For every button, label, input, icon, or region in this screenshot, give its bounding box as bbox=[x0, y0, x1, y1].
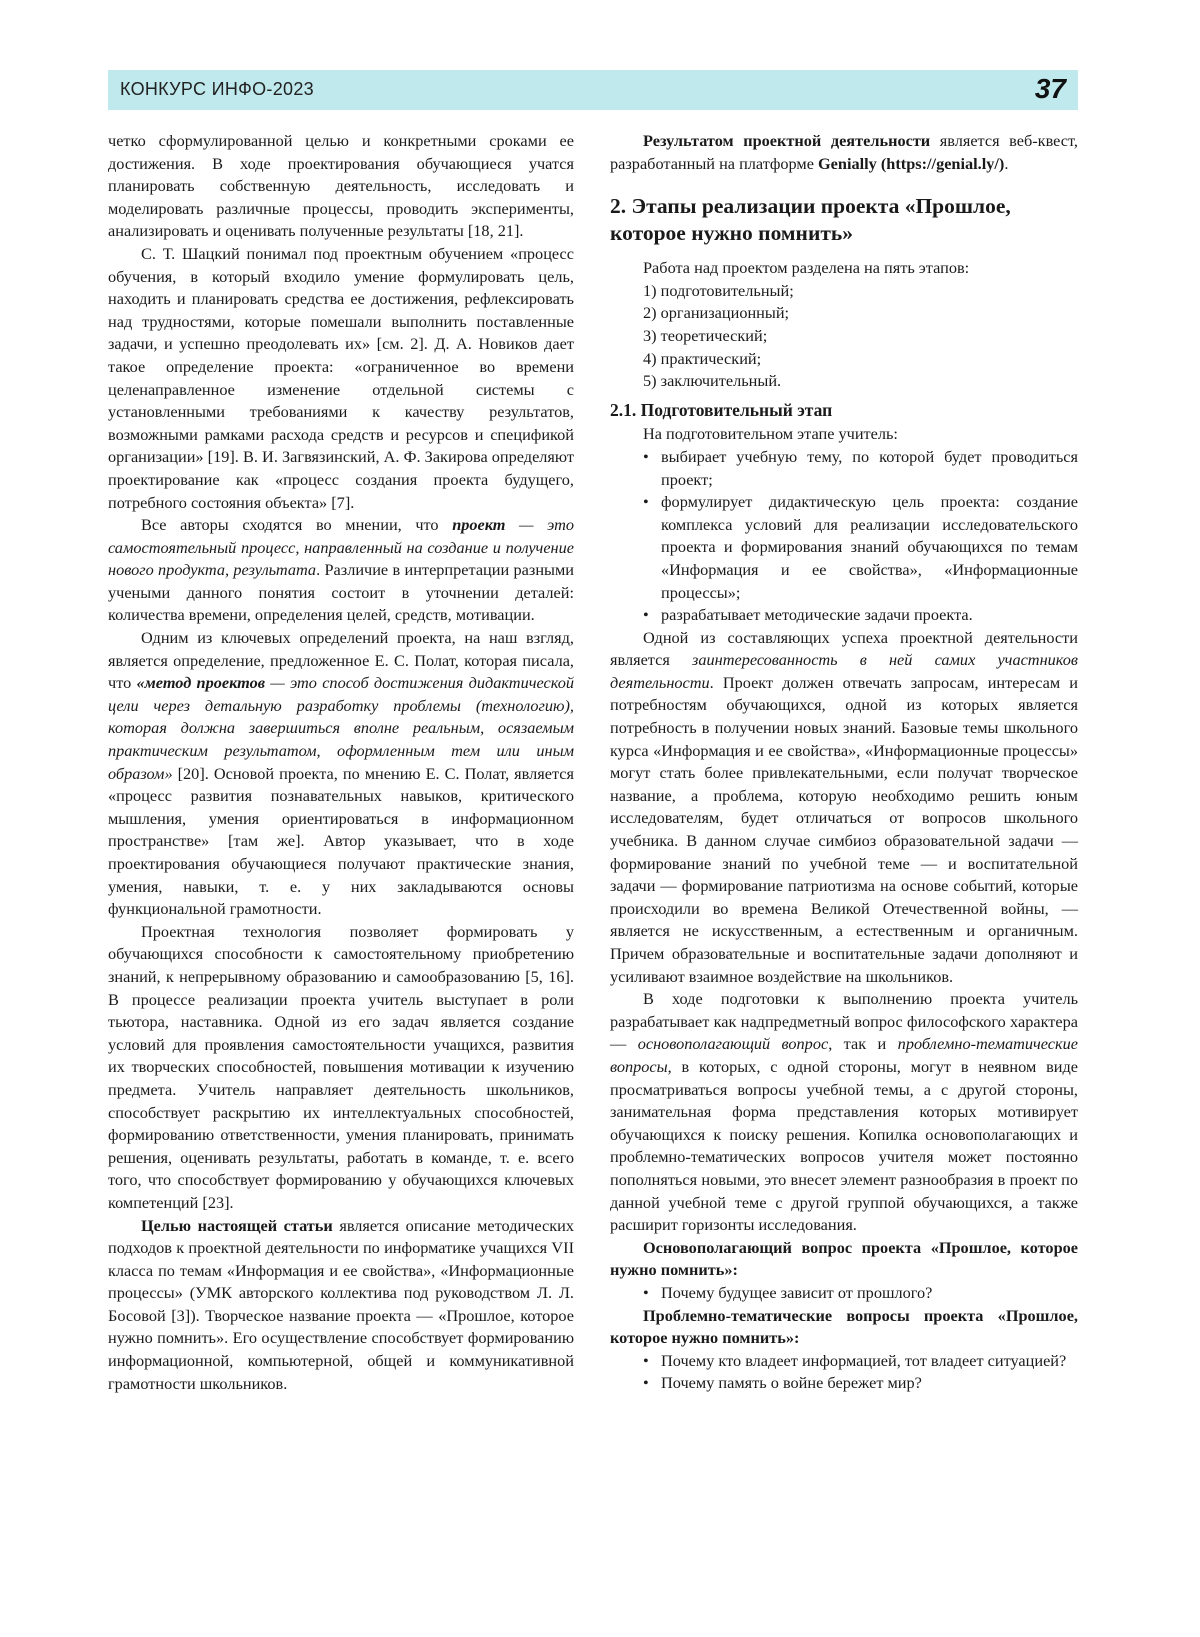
text-run: Все авторы сходятся во мнении, что bbox=[141, 515, 453, 535]
bold-term: Целью настоящей статьи bbox=[141, 1215, 333, 1235]
bold-term: Genially (https://genial.ly/) bbox=[818, 153, 1005, 173]
bold-heading-line: Проблемно-тематические вопросы проекта «Прошлое, которое нужно помнить»: bbox=[610, 1305, 1078, 1348]
running-header bbox=[108, 70, 1078, 110]
list-item: 4) практический; bbox=[643, 348, 762, 368]
list-item: • Почему память о войне бережет мир? bbox=[610, 1372, 1078, 1395]
text-run: В ходе подготовки к выполнению проекта учитель разрабатывает как надпредметный вопрос философского характера — bbox=[610, 989, 1078, 1054]
paragraph: С. Т. Шацкий понимал под проектным обучением «процесс обучения, в который входило умение формулировать цель, находить и планировать средства ее достижения, рефлексировать над трудностями, которые помешали выполнить поставленные задачи, и успешно преодолевать их» [см. 2]. Д. А. Новиков дает такое определение проекта: «ограниченное во времени целенаправленное изменение отдельной системы с установленными требованиями к качеству результатов, возможными рамками расхода средств и ресурсов и спецификой организации» [19]. В. И. Загвязинский, А. Ф. Закирова определяют проектирование как «процесс создания проекта будущего, потребного состояния объекта» [7]. bbox=[108, 243, 574, 512]
list-item: 2) организационный; bbox=[643, 303, 790, 323]
page-number: 37 bbox=[1034, 73, 1066, 104]
list-item: 1) подготовительный; bbox=[643, 280, 794, 300]
paragraph bbox=[108, 1215, 574, 1396]
paragraph: На подготовительном этапе учитель: bbox=[643, 424, 898, 444]
text-run: . Различие в интерпретации разными учеными данного понятия состоит в уточнении деталей: количества времени, определения целей, средств, мотивации. bbox=[108, 560, 574, 625]
bold-italic-term: «метод проектов bbox=[136, 673, 266, 693]
journal-title: КОНКУРС ИНФО-2023 bbox=[120, 79, 314, 99]
list-item: 5) заключительный. bbox=[643, 371, 782, 391]
list-item: 3) теоретический; bbox=[643, 325, 768, 345]
text-run: , в которых, с одной стороны, могут в неявном виде просматриваться вопросы учебной темы, а с другой стороны, занимательная форма представления которых мотивирует обучающихся к поиску решения. Копилка основополагающих и проблемно-тематических вопросов учителя может постоянно пополняться новыми, это внесет элемент разнообразия в проект по данной учебной теме с другой группой обучающихся, а также расширит горизонты исследования. bbox=[610, 1056, 1078, 1235]
problem-questions-list bbox=[610, 1350, 1078, 1395]
paragraph bbox=[610, 1305, 1078, 1350]
right-column bbox=[610, 130, 1078, 1395]
list-item: • формулирует дидактическую цель проекта: создание комплекса условий для реализации исследовательского проекта и формирования знаний обучающихся по темам «Информация и ее свойства», «Информационные процессы»; bbox=[610, 491, 1078, 604]
bold-term: Результатом проектной деятельности bbox=[643, 131, 931, 150]
italic-text: — это самостоятельный процесс, направленный на создание и получение нового продукта, результата bbox=[108, 515, 575, 580]
list-item: • Почему кто владеет информацией, тот владеет ситуацией? bbox=[610, 1350, 1078, 1373]
section-heading: 2. Этапы реализации проекта «Прошлое, которое нужно помнить» bbox=[610, 194, 1011, 246]
text-run: . Проект должен отвечать запросам, интересам и потребностям обучающихся, одной из которых является потребность в получении новых знаний. Базовые темы школьного курса «Информация и ее свойства», «Информационные процессы» могут стать более привлекательными, если получат творческое название, а проблема, которую необходимо решить юным исследователям, будет отличаться от вопросов школьного учебника. В данном случае симбиоз образовательной задачи — формирование знаний по учебной теме — и воспитательной задачи — формирование патриотизма на основе событий, которые происходили во времена Великой Отечественной войны, — является не искусственным, а естественным и органичным. Причем образовательные и воспитательные задачи дополняют и усиливают взаимное воздействие на школьников. bbox=[610, 672, 1078, 986]
text-run: является веб-квест, разработанный на платформе bbox=[610, 131, 1078, 173]
paragraph bbox=[610, 1237, 1078, 1282]
text-run: [20]. Основой проекта, по мнению Е. С. Полат, является «процесс развития познавательных навыков, критического мышления, умения ориентироваться в информационном пространстве» [там же]. Автор указывает, что в ходе проектирования обучающиеся получают практические знания, умения, навыки, т. е. у них закладываются основы функциональной грамотности. bbox=[108, 763, 574, 919]
paragraph bbox=[610, 988, 1078, 1237]
list-item: • разрабатывает методические задачи проекта. bbox=[610, 604, 1078, 627]
left-column bbox=[108, 130, 574, 1395]
text-run: является описание методических подходов к проектной деятельности по информатике учащихся VII класса по темам «Информация и ее свойства», «Информационные процессы» (УМК авторского коллектива под руководством Л. Л. Босовой [3]). Творческое название проекта — «Прошлое, которое нужно помнить». Его осуществление способствует формированию информационной, компьютерной, общей и коммуникативной грамотности школьников. bbox=[108, 1215, 574, 1393]
text-run: , так и bbox=[828, 1034, 898, 1054]
paragraph: четко сформулированной целью и конкретными сроками ее достижения. В ходе проектирования обучающиеся учатся планировать собственную деятельность, исследовать и моделировать различные процессы, проводить эксперименты, анализировать и оценивать полученные результаты [18, 21]. bbox=[108, 131, 574, 241]
text-run: Одним из ключевых определений проекта, на наш взгляд, является определение, предложенное Е. С. Полат, которая писала, что bbox=[108, 628, 574, 693]
paragraph bbox=[610, 130, 1078, 175]
list-item: • выбирает учебную тему, по которой будет проводиться проект; bbox=[610, 446, 1078, 491]
italic-text: проблемно-тематические вопросы bbox=[610, 1034, 1079, 1076]
stages-list bbox=[610, 280, 1078, 393]
paragraph bbox=[610, 627, 1078, 989]
teacher-tasks-list bbox=[610, 446, 1078, 627]
paragraph bbox=[108, 514, 574, 627]
list-item: • Почему будущее зависит от прошлого? bbox=[610, 1282, 1078, 1305]
text-run: . bbox=[1004, 153, 1009, 173]
italic-text: основополагающий вопрос bbox=[637, 1034, 829, 1054]
bold-italic-term: проект bbox=[452, 515, 506, 535]
paragraph: Работа над проектом разделена на пять этапов: bbox=[643, 258, 970, 278]
bold-heading-line: Основополагающий вопрос проекта «Прошлое, которое нужно помнить»: bbox=[610, 1237, 1078, 1280]
paragraph: Проектная технология позволяет формировать у обучающихся способности к самостоятельному приобретению знаний, к непрерывному образованию и самообразованию [5, 16]. В процессе реализации проекта учитель выступает в роли тьютора, наставника. Одной из его задач является создание условий для проявления самостоятельности учащихся, развития их творческих способностей, повышения мотивации к изучению предмета. Учитель направляет деятельность школьников, способствует раскрытию их интеллектуальных способностей, формированию ответственности, умения планировать, принимать решения, оценивать результаты, работать в команде, т. е. всего того, что способствует формированию у обучающихся ключевых компетенций [23]. bbox=[108, 921, 574, 1212]
subsection-heading: 2.1. Подготовительный этап bbox=[610, 399, 833, 420]
fundamental-question-list bbox=[610, 1282, 1078, 1305]
italic-text: — это способ достижения дидактической цели через детальную разработку проблемы (технологию), которая должна завершиться вполне реальным, осязаемым практическим результатом, оформленным тем или иным образом» bbox=[108, 673, 574, 783]
paragraph bbox=[108, 627, 574, 921]
text-run: Одной из составляющих успеха проектной деятельности является bbox=[610, 627, 1078, 670]
italic-text: заинтересованность в ней самих участников деятельности bbox=[610, 650, 1078, 692]
